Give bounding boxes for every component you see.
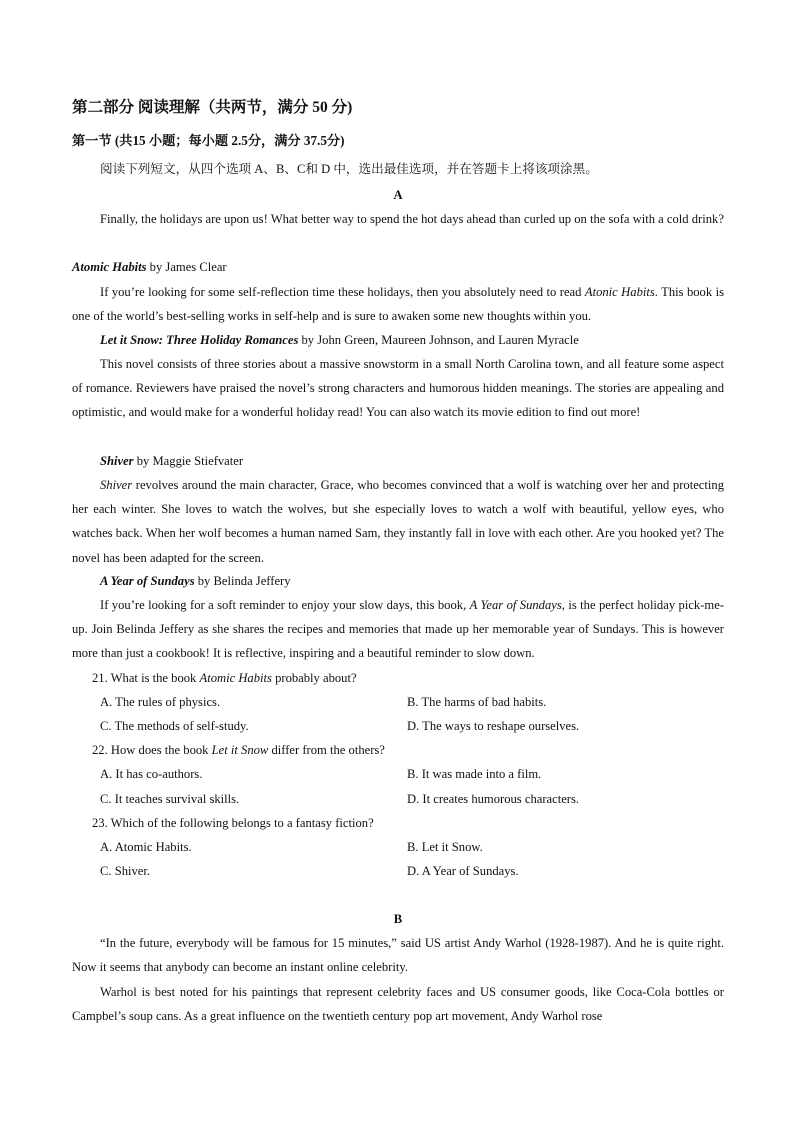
question-22-option-d: D. It creates humorous characters. — [407, 792, 580, 806]
passage-b-label: B — [393, 912, 403, 926]
section-title: 第一节 (共15 小题；每小题 2.5分，满分 37.5分) — [72, 133, 345, 148]
question-23-option-c: C. Shiver. — [100, 864, 151, 878]
question-22-option-b: B. It was made into a film. — [407, 767, 542, 781]
question-22-option-a: A. It has co-authors. — [100, 767, 203, 781]
passage-b-paragraph-2: Warhol is best noted for his paintings that represent celebrity faces and US consumer goods, like Coca-Cola bottles or Campbel’s soup cans. As a great influence on the twentieth century pop art movement, Andy Warhol rose — [72, 985, 724, 1024]
book-desc-a-year-of-sundays — [72, 593, 724, 666]
stem-text: 22. How does the book — [92, 743, 212, 757]
stem-text: probably about? — [271, 671, 357, 685]
desc-italic-title: Shiver — [100, 478, 133, 492]
book-author: by Belinda Jeffery — [194, 574, 291, 588]
instructions: 阅读下列短文，从四个选项 A、B、C和 D 中，选出最佳选项，并在答题卡上将该项涂黑。 — [100, 162, 598, 176]
book-heading-atomic-habits — [72, 255, 724, 279]
book-title: A Year of Sundays — [100, 574, 195, 588]
book-heading-a-year-of-sundays — [100, 569, 752, 593]
book-author: by Maggie Stiefvater — [133, 454, 244, 468]
desc-text: . This book is one of the world’s best-selling works in self-help and is sure to awaken some new thoughts within you. — [72, 285, 724, 324]
book-heading-let-it-snow — [100, 328, 752, 352]
book-desc-atomic-habits — [72, 280, 724, 328]
question-22-stem — [92, 738, 744, 762]
book-author: by James Clear — [146, 260, 227, 274]
book-author: by John Green, Maureen Johnson, and Lauren Myracle — [298, 333, 579, 347]
stem-text: differ from the others? — [268, 743, 385, 757]
question-21-stem — [92, 666, 744, 690]
book-title: Let it Snow: Three Holiday Romances — [100, 333, 299, 347]
question-23-option-a: A. Atomic Habits. — [100, 840, 192, 854]
question-21-option-a: A. The rules of physics. — [100, 695, 221, 709]
book-desc-shiver — [72, 473, 724, 570]
book-desc-let-it-snow: This novel consists of three stories about a massive snowstorm in a small North Carolina town, and all feature some aspect of romance. Reviewers have praised the novel’s strong characters and humorous hidden meanings. The stories are appealing and optimistic, and would make for a wonderful holiday read! You can also watch its movie edition to find out more! — [72, 357, 724, 420]
question-21-option-c: C. The methods of self-study. — [100, 719, 249, 733]
stem-text: 21. What is the book — [92, 671, 200, 685]
book-title: Shiver — [100, 454, 134, 468]
book-title: Atomic Habits — [72, 260, 147, 274]
question-21-option-d: D. The ways to reshape ourselves. — [407, 719, 580, 733]
question-21-option-b: B. The harms of bad habits. — [407, 695, 547, 709]
passage-a-label: A — [393, 188, 403, 202]
book-heading-shiver — [100, 449, 752, 473]
desc-text: revolves around the main character, Grace, who becomes convinced that a wolf is watching over her and protecting her each winter. She loves to watch the wolves, but she especially loves to watch a wolf with beautiful, yellow eyes, who watches back. When her wolf becomes a human named Sam, they instantly fall in love with each other. Are you hooked yet? The novel has been adapted for the screen. — [72, 478, 724, 565]
desc-text: If you’re looking for some self-reflection time these holidays, then you absolutely need to read — [100, 285, 585, 299]
part-title: 第二部分 阅读理解（共两节，满分 50 分) — [72, 99, 353, 116]
question-23-option-b: B. Let it Snow. — [407, 840, 483, 854]
question-22-option-c: C. It teaches survival skills. — [100, 792, 240, 806]
stem-italic: Atomic Habits — [199, 671, 272, 685]
stem-italic: Let it Snow — [211, 743, 269, 757]
desc-italic-title: A Year of Sundays — [469, 598, 562, 612]
question-23-option-d: D. A Year of Sundays. — [407, 864, 519, 878]
passage-b-paragraph-1: “In the future, everybody will be famous for 15 minutes,” said US artist Andy Warhol (1928-1987). And he is quite right. Now it seems that anybody can become an instant online celebrity. — [72, 936, 724, 975]
passage-a-intro: Finally, the holidays are upon us! What better way to spend the hot days ahead than curled up on the sofa with a cold drink? — [100, 212, 724, 226]
desc-italic-title: Atonic Habits — [584, 285, 655, 299]
desc-text: , is the perfect holiday pick-me-up. Join Belinda Jeffery as she shares the recipes and memories that made up her memorable year of Sundays. This is however more than just a cookbook! It is reflective, inspiring and a beautiful reminder to slow down. — [72, 598, 724, 661]
question-23-stem: 23. Which of the following belongs to a fantasy fiction? — [92, 816, 374, 830]
desc-text: If you’re looking for a soft reminder to enjoy your slow days, this book, — [100, 598, 470, 612]
